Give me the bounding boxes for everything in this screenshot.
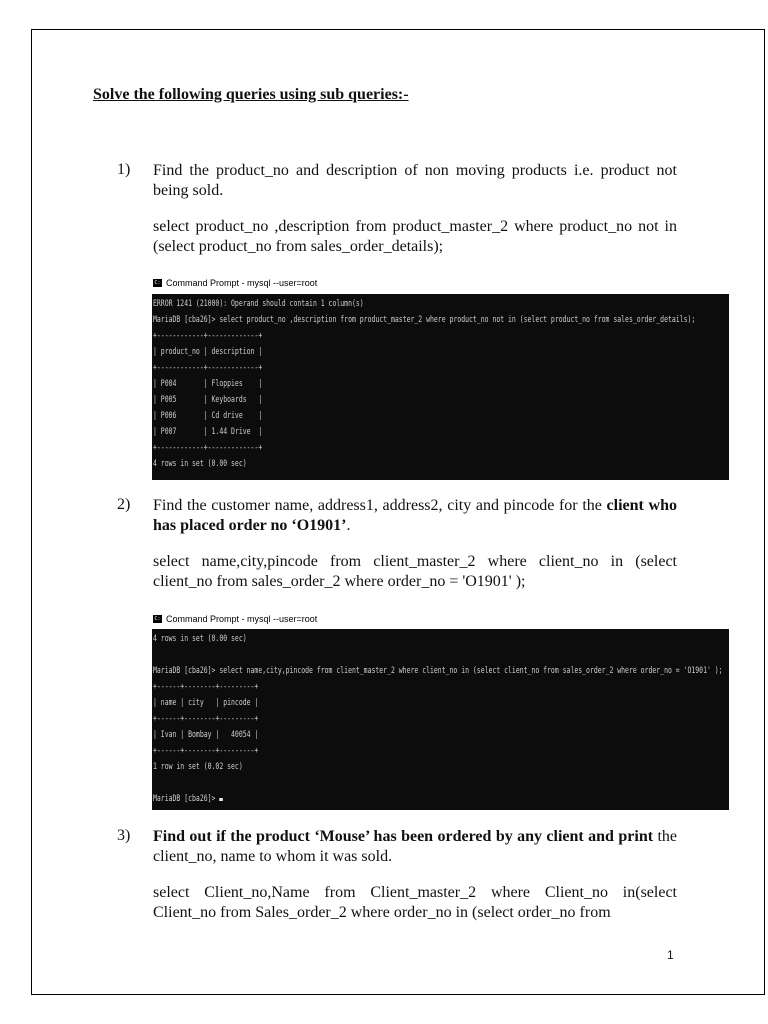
terminal-line: 1 row in set (0.02 sec) [153, 762, 243, 772]
terminal-line: MariaDB [cba26]> select product_no ,description from product_master_2 where product_no not in (select product_no from sales_order_details); [153, 315, 696, 325]
terminal-line: | P006 | Cd drive | [153, 411, 263, 421]
terminal-2-titlebar [153, 612, 317, 626]
terminal-line: +------+--------+---------+ [153, 682, 259, 692]
terminal-line: | P004 | Floppies | [153, 379, 263, 389]
question-3-query: select Client_no,Name from Client_master_2 where Client_no in(select Client_no from Sales_order_2 where order_no in (select order_no from [153, 884, 677, 921]
question-3-prompt-text: the client_no, name to whom it was sold. [153, 828, 678, 865]
terminal-line: +------+--------+---------+ [153, 746, 259, 756]
terminal-line: +------+--------+---------+ [153, 714, 259, 724]
terminal-line: +------------+-------------+ [153, 363, 263, 373]
terminal-1-window [152, 294, 729, 480]
terminal-line: MariaDB [cba26]> [153, 791, 568, 807]
question-2-number: 2) [117, 496, 131, 513]
question-2-prompt-bold: client who has placed order no ‘O1901’ [153, 497, 677, 534]
terminal-line: | Ivan | Bombay | 40054 | [153, 730, 259, 740]
terminal-line [153, 775, 568, 791]
terminal-line: +------------+-------------+ [153, 443, 263, 453]
terminal-2-window [152, 629, 729, 810]
question-1-number: 1) [117, 161, 131, 178]
question-3-prompt [153, 827, 677, 867]
question-2-query: select name,city,pincode from client_master_2 where client_no in (select client_no from sales_order_2 where order_no = 'O1901' ); [153, 553, 677, 590]
terminal-line: ERROR 1241 (21000): Operand should contain 1 column(s) [153, 299, 364, 309]
question-1-prompt: Find the product_no and description of non moving products i.e. product not being sold. [153, 162, 677, 199]
terminal-1-title: Command Prompt - mysql --user=root [166, 278, 318, 288]
page-heading: Solve the following queries using sub queries:- [93, 86, 409, 103]
terminal-line: | product_no | description | [153, 347, 263, 357]
question-2-prompt [153, 496, 677, 536]
question-1-query: select product_no ,description from product_master_2 where product_no not in (select product_no from sales_order_details); [153, 218, 677, 255]
command-prompt-icon: C: [154, 616, 161, 622]
terminal-line: 4 rows in set (0.00 sec) [153, 634, 247, 644]
terminal-line: | name | city | pincode | [153, 698, 259, 708]
question-2-prompt-text: Find the customer name, address1, address2, city and pincode for the [153, 497, 602, 514]
terminal-1-titlebar [153, 276, 317, 290]
terminal-line: | P005 | Keyboards | [153, 395, 263, 405]
command-prompt-icon: C: [154, 280, 161, 286]
question-3-number: 3) [117, 827, 131, 844]
page-number: 1 [667, 948, 674, 962]
question-3-prompt-bold: Find out if the product ‘Mouse’ has been ordered by any client and print [153, 828, 654, 845]
terminal-2-title: Command Prompt - mysql --user=root [166, 614, 318, 624]
terminal-line [153, 647, 568, 663]
terminal-line: +------------+-------------+ [153, 331, 263, 341]
terminal-line: | P007 | 1.44 Drive | [153, 427, 263, 437]
terminal-cursor [219, 798, 223, 801]
question-2-prompt-end: . [346, 517, 351, 534]
terminal-line: MariaDB [cba26]> select name,city,pincode from client_master_2 where client_no in (select client_no from sales_order_2 where order_no = 'O1901' ); [153, 666, 723, 676]
terminal-line: 4 rows in set (0.00 sec) [153, 459, 247, 469]
